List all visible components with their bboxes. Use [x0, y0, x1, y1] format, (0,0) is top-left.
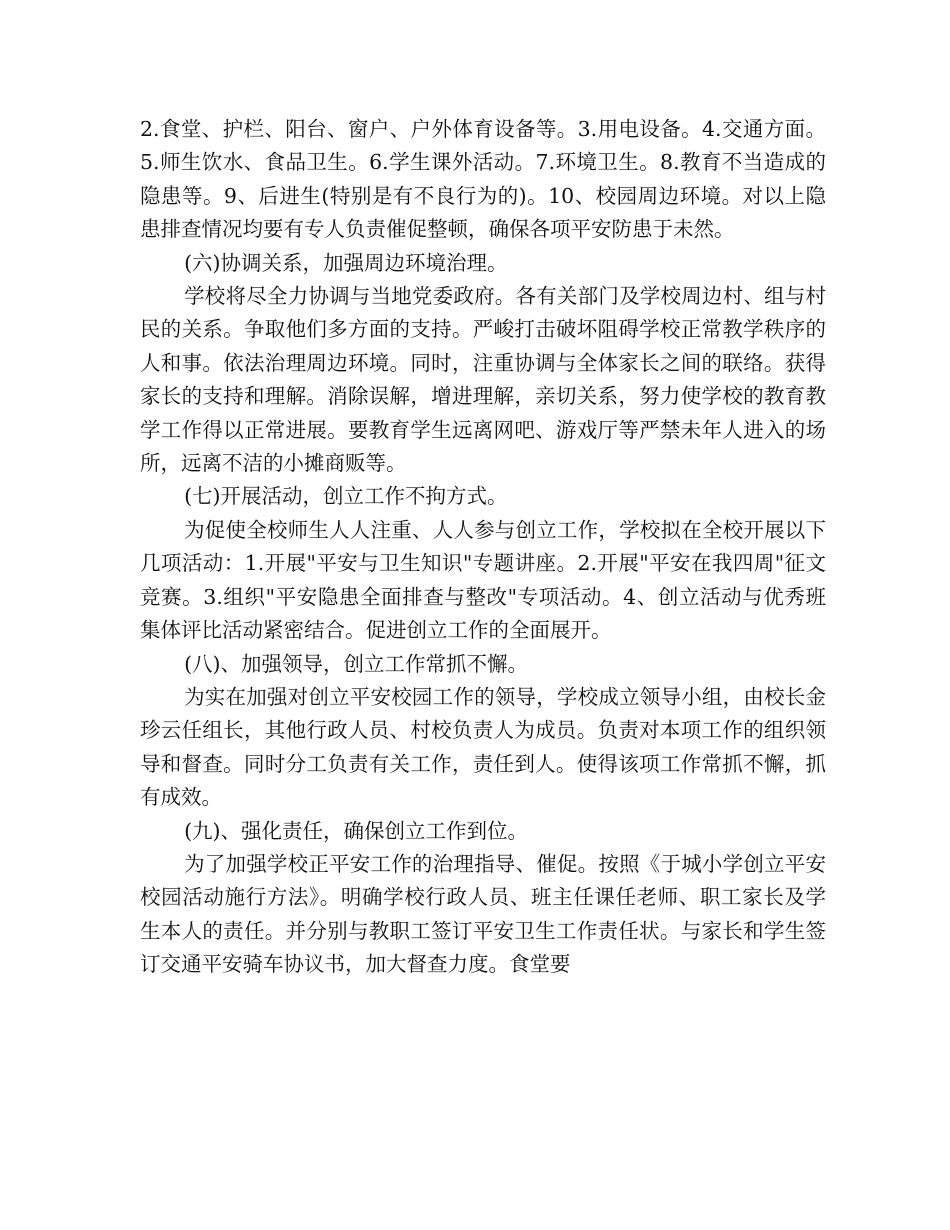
paragraph-section-7-body: 为促使全校师生人人注重、人人参与创立工作，学校拟在全校开展以下几项活动：1.开展"平安与卫生知识"专题讲座。2.开展"平安在我四周"征文竞赛。3.组织"平安隐患全面排查与整改"专项活动。4、创立活动与优秀班集体评比活动紧密结合。促进创立工作的全面展开。 [140, 517, 826, 643]
paragraph-section-6-body: 学校将尽全力协调与当地党委政府。各有关部门及学校周边村、组与村民的关系。争取他们多方面的支持。严峻打击破坏阻碍学校正常教学秩序的人和事。依法治理周边环境。同时，注重协调与全体家长之间的联络。获得家长的支持和理解。消除误解，增进理解，亲切关系，努力使学校的教育教学工作得以正常进展。要教育学生远离网吧、游戏厅等严禁未年人进入的场所，远离不洁的小摊商贩等。 [140, 284, 826, 476]
paragraph-section-8-body: 为实在加强对创立平安校园工作的领导，学校成立领导小组，由校长金珍云任组长，其他行政人员、村校负责人为成员。负责对本项工作的组织领导和督查。同时分工负责有关工作，责任到人。使得该项工作常抓不懈，抓有成效。 [140, 684, 826, 810]
heading-section-6: (六)协调关系，加强周边环境治理。 [184, 250, 508, 275]
heading-section-7: (七)开展活动，创立工作不拘方式。 [184, 484, 508, 509]
paragraph-hazards-list: 2.食堂、护栏、阳台、窗户、户外体育设备等。3.用电设备。4.交通方面。5.师生饮水、食品卫生。6.学生课外活动。7.环境卫生。8.教育不当造成的隐患等。9、后进生(特别是有不良行为的)。10、校园周边环境。对以上隐患排查情况均要有专人负责催促整顿，确保各项平安防患于未然。 [140, 117, 826, 242]
heading-section-8: (八)、加强领导，创立工作常抓不懈。 [184, 651, 529, 676]
paragraph-section-9-body: 为了加强学校正平安工作的治理指导、催促。按照《于城小学创立平安校园活动施行方法》。明确学校行政人员、班主任课任老师、职工家长及学生本人的责任。并分别与教职工签订平安卫生工作责任状。与家长和学生签订交通平安骑车协议书，加大督查力度。食堂要 [140, 851, 826, 977]
heading-section-9: (九)、强化责任，确保创立工作到位。 [184, 818, 529, 843]
document-page [140, 113, 826, 982]
